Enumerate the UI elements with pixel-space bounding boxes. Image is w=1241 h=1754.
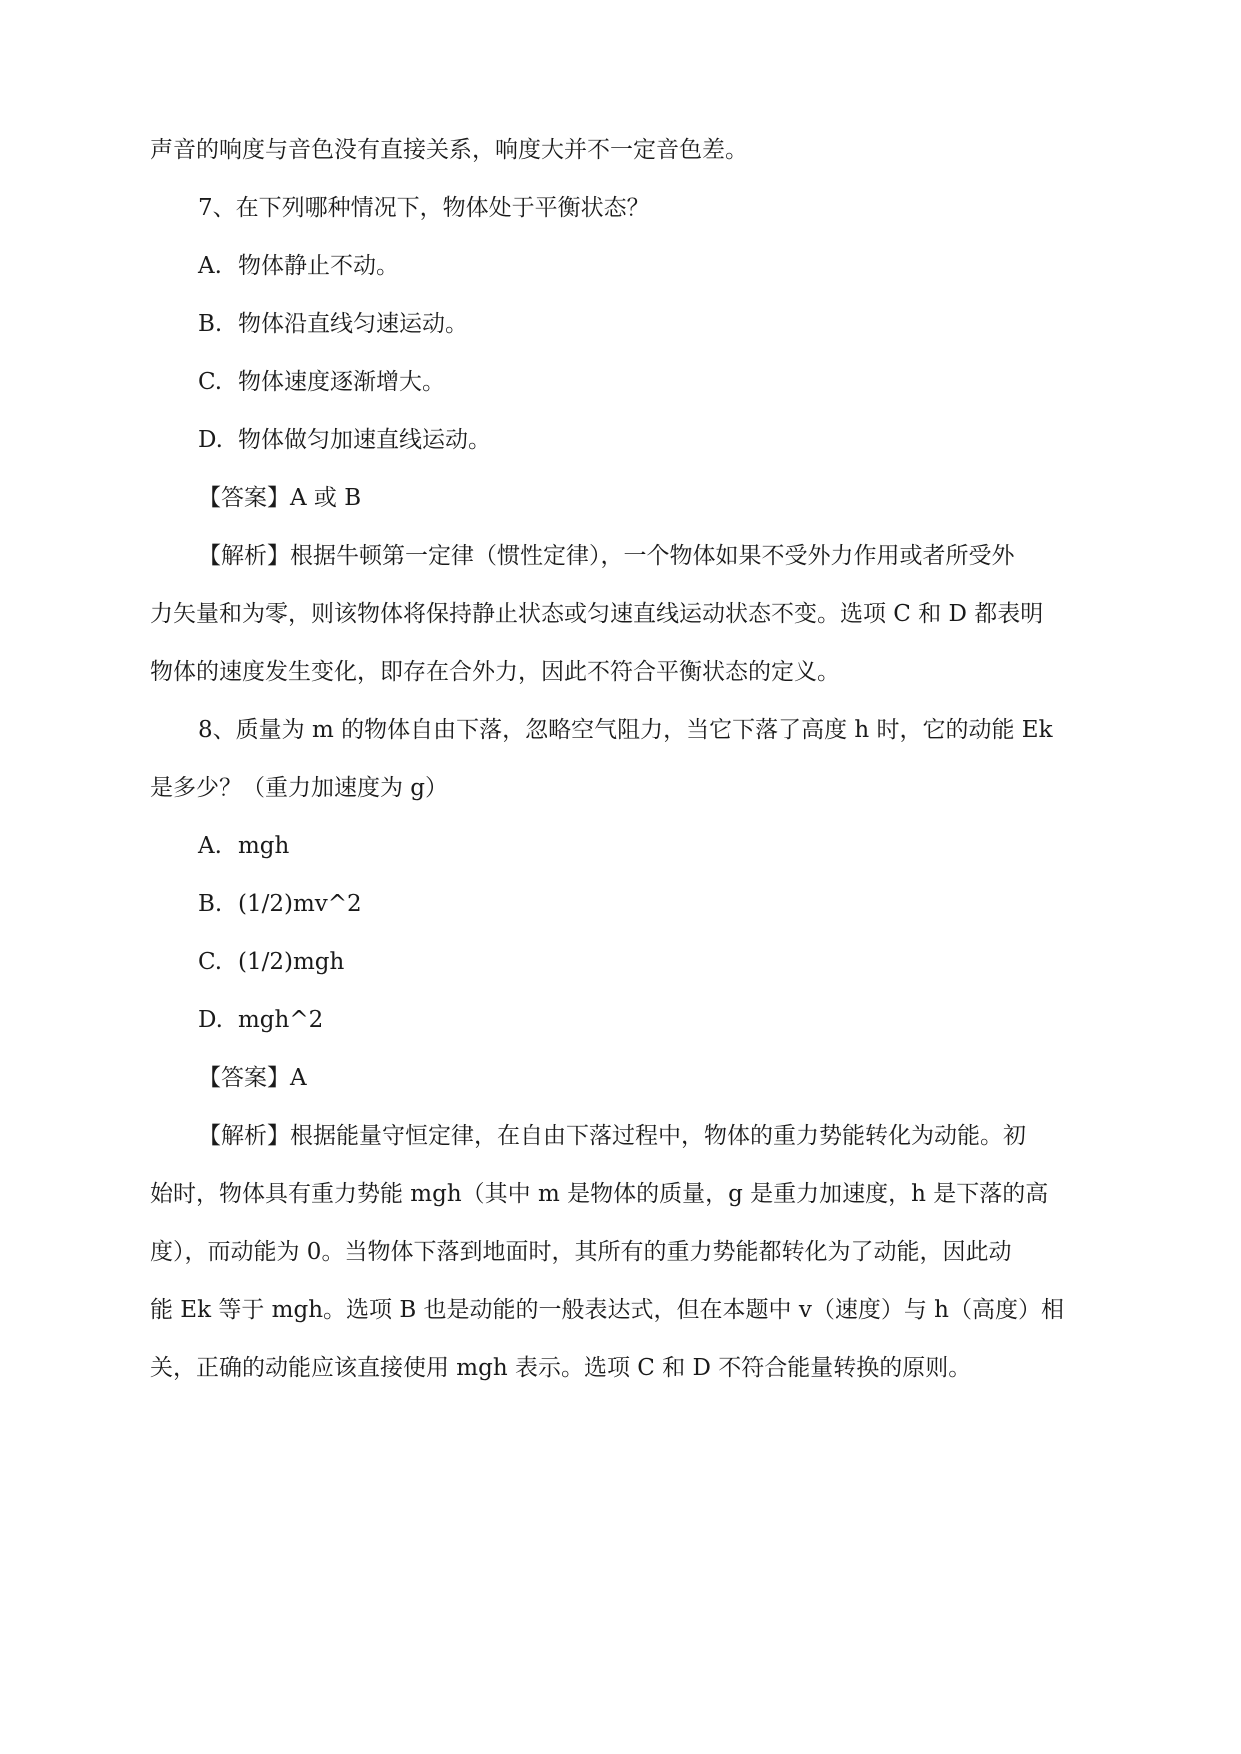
option-key: C.: [198, 949, 223, 975]
question-7: 7、在下列哪种情况下，物体处于平衡状态？: [198, 195, 650, 221]
option-text: (1/2)mv^2: [238, 891, 362, 917]
q7-analysis-line-1: 【解析】根据牛顿第一定律（惯性定律），一个物体如果不受外力作用或者所受外: [198, 543, 1015, 569]
q8-analysis-line-3: 度），而动能为 0。当物体下落到地面时，其所有的重力势能都转化为了动能，因此动: [150, 1239, 1012, 1265]
q8-option-d: [198, 1004, 323, 1036]
intro-line: 声音的响度与音色没有直接关系，响度大并不一定音色差。: [150, 137, 748, 163]
option-key: D.: [198, 1007, 223, 1033]
option-key: B.: [198, 311, 223, 337]
q8-analysis-line-2: 始时，物体具有重力势能 mgh（其中 m 是物体的质量，g 是重力加速度，h 是下落的高: [150, 1181, 1049, 1207]
option-text: 物体做匀加速直线运动。: [238, 427, 491, 453]
option-text: mgh^2: [238, 1007, 324, 1033]
q8-answer: 【答案】A: [198, 1065, 307, 1091]
question-8-line-1: 8、质量为 m 的物体自由下落，忽略空气阻力，当它下落了高度 h 时，它的动能 Ek: [198, 717, 1053, 743]
q7-option-a: [198, 250, 399, 282]
option-key: B.: [198, 891, 223, 917]
q8-option-b: [198, 888, 362, 920]
option-text: mgh: [238, 833, 290, 859]
option-key: D.: [198, 427, 223, 453]
q7-analysis-line-3: 物体的速度发生变化，即存在合外力，因此不符合平衡状态的定义。: [150, 659, 840, 685]
option-text: 物体沿直线匀速运动。: [238, 311, 468, 337]
question-8-line-2: 是多少？（重力加速度为 g）: [150, 775, 449, 801]
q8-option-a: [198, 830, 289, 862]
q7-option-b: [198, 308, 468, 340]
option-text: 物体速度逐渐增大。: [238, 369, 445, 395]
q8-option-c: [198, 946, 344, 978]
q8-analysis-line-4: 能 Ek 等于 mgh。选项 B 也是动能的一般表达式，但在本题中 v（速度）与 h（高度）相: [150, 1297, 1064, 1323]
option-key: A.: [198, 253, 222, 279]
q7-answer: 【答案】A 或 B: [198, 485, 362, 511]
q7-analysis-line-2: 力矢量和为零，则该物体将保持静止状态或匀速直线运动状态不变。选项 C 和 D 都表明: [150, 601, 1044, 627]
q7-option-d: [198, 424, 491, 456]
option-key: A.: [198, 833, 222, 859]
q8-analysis-line-5: 关，正确的动能应该直接使用 mgh 表示。选项 C 和 D 不符合能量转换的原则。: [150, 1355, 972, 1381]
option-text: (1/2)mgh: [238, 949, 345, 975]
q7-option-c: [198, 366, 445, 398]
option-key: C.: [198, 369, 223, 395]
option-text: 物体静止不动。: [238, 253, 399, 279]
q8-analysis-line-1: 【解析】根据能量守恒定律，在自由下落过程中，物体的重力势能转化为动能。初: [198, 1123, 1026, 1149]
